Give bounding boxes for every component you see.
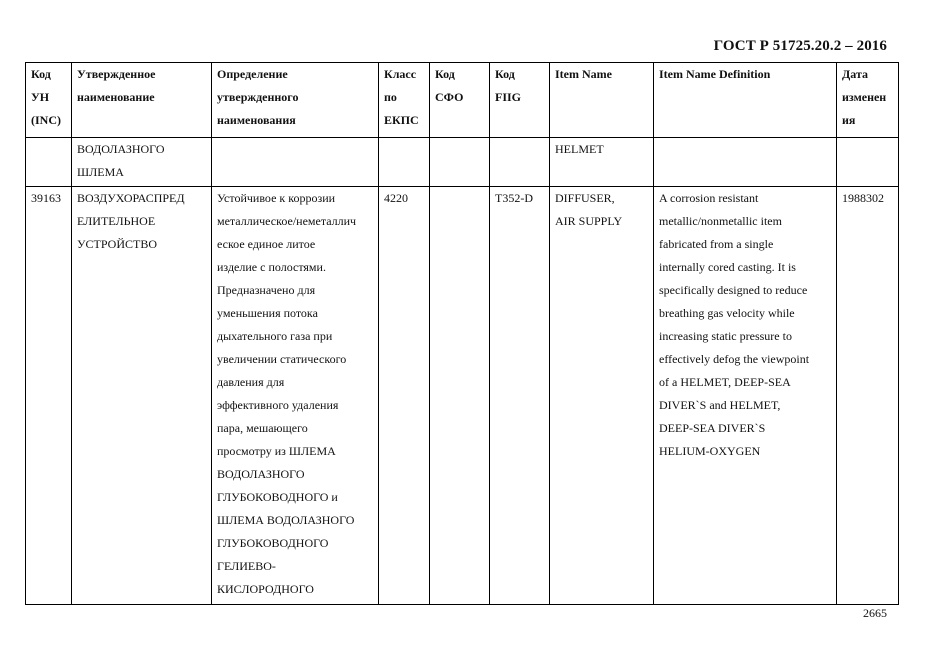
column-header: Дата изменен ия: [837, 63, 899, 138]
table-cell: 39163: [26, 187, 72, 605]
table-cell: [490, 138, 550, 187]
table-row: [26, 138, 899, 187]
column-header: Код СФО: [430, 63, 490, 138]
table-cell: 1988302: [837, 187, 899, 605]
table-row: [26, 187, 899, 605]
table-cell: A corrosion resistant metallic/nonmetallic item fabricated from a single internally cored casting. It is specifically designed to reduce breathing gas velocity while increasing static pressure to effectively defog the viewpoint of a HELMET, DEEP-SEA DIVER`S and HELMET, DEEP-SEA DIVER`S HELIUM-OXYGEN: [654, 187, 837, 605]
column-header: Класс по ЕКПС: [379, 63, 430, 138]
table-cell: [212, 138, 379, 187]
table-cell: [26, 138, 72, 187]
table-cell: [654, 138, 837, 187]
table-cell: ВОДОЛАЗНОГО ШЛЕМА: [72, 138, 212, 187]
table-header-row: [26, 63, 899, 138]
table-cell: [837, 138, 899, 187]
column-header: Утвержденное наименование: [72, 63, 212, 138]
table-cell: [379, 138, 430, 187]
column-header: Item Name Definition: [654, 63, 837, 138]
page-number: 2665: [863, 606, 887, 620]
table-cell: [430, 187, 490, 605]
column-header: Item Name: [550, 63, 654, 138]
column-header: Код УН (INC): [26, 63, 72, 138]
table-cell: [430, 138, 490, 187]
document-standard-number: ГОСТ Р 51725.20.2 – 2016: [713, 38, 887, 54]
table-cell: 4220: [379, 187, 430, 605]
column-header: Определение утвержденного наименования: [212, 63, 379, 138]
catalog-table: [25, 62, 899, 605]
table-cell: HELMET: [550, 138, 654, 187]
table-cell: T352-D: [490, 187, 550, 605]
column-header: Код FIIG: [490, 63, 550, 138]
table-cell: ВОЗДУХОРАСПРЕД ЕЛИТЕЛЬНОЕ УСТРОЙСТВО: [72, 187, 212, 605]
table-cell: DIFFUSER, AIR SUPPLY: [550, 187, 654, 605]
table-cell: Устойчивое к коррозии металлическое/неметаллич еское единое литое изделие с полостями. Предназначено для уменьшения потока дыхательного газа при увеличении статического давления для эффективного удаления пара, мешающего просмотру из ШЛЕМА ВОДОЛАЗНОГО ГЛУБОКОВОДНОГО и ШЛЕМА ВОДОЛАЗНОГО ГЛУБОКОВОДНОГО ГЕЛИЕВО- КИСЛОРОДНОГО: [212, 187, 379, 605]
